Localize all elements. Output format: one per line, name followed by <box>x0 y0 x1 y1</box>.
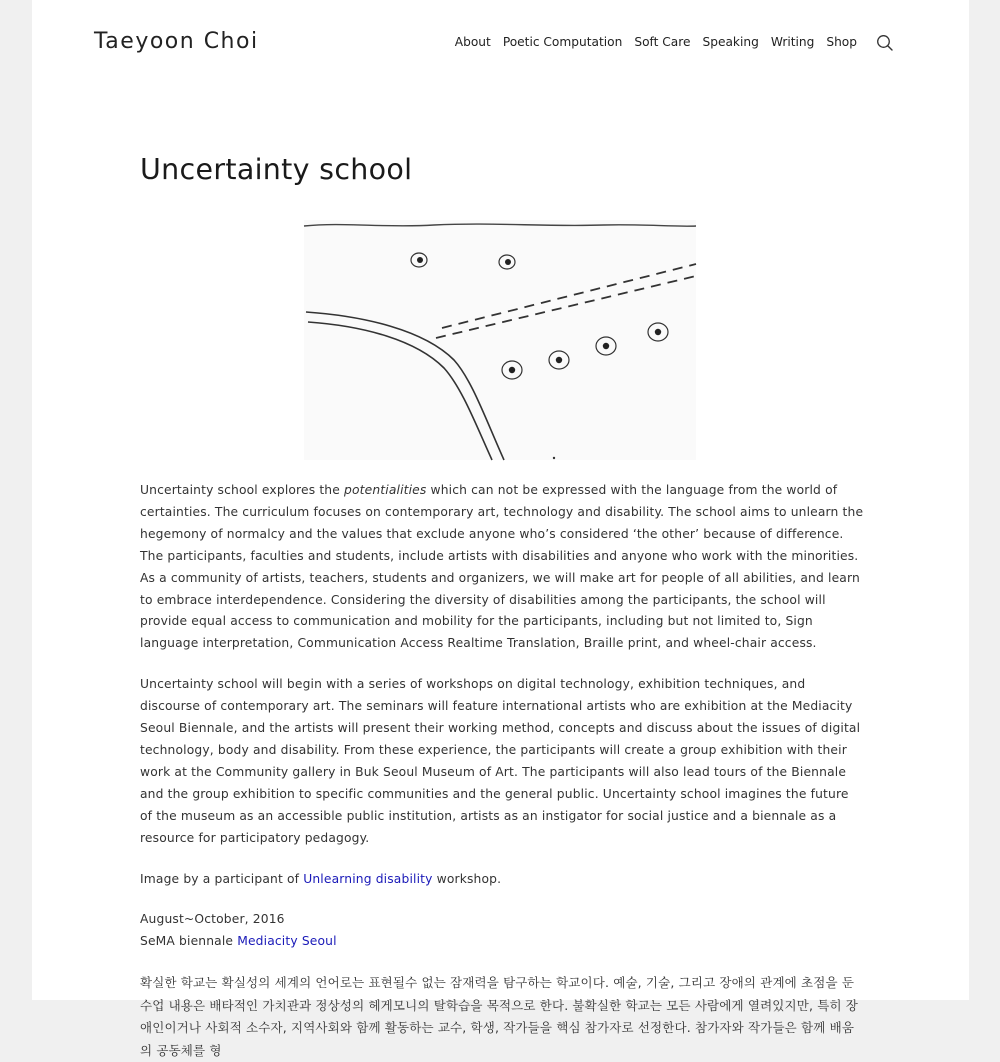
page-title: Uncertainty school <box>140 153 413 186</box>
image-credit-suffix: workshop. <box>432 871 502 886</box>
search-icon <box>875 33 895 53</box>
paragraph-korean: 확실한 학교는 확실성의 세계의 언어로는 표현될수 없는 잠재력을 탐구하는 학교이다. 예술, 기술, 그리고 장애의 관계에 초점을 둔 수업 내용은 배타적인 가치관과 정상성의 헤게모니의 탈학습을 목적으로 한다. 불확실한 학교는 모든 사람에게 열려있지만, 특히 장애인이거나 사회적 소수자, 지역사회와 함께 활동하는 교수, 학생, 작가들을 핵심 참가자로 선정한다. 참가자와 작가들은 함께 배움의 공동체를 형 <box>140 975 859 1058</box>
nav-item-writing[interactable]: Writing <box>770 35 815 49</box>
post-drawing-image <box>304 220 696 460</box>
drawing-svg <box>304 220 696 460</box>
page <box>32 0 969 1058</box>
nav-item-poetic-computation[interactable]: Poetic Computation <box>502 35 623 49</box>
nav-item-soft-care[interactable]: Soft Care <box>634 35 691 49</box>
paragraph-program: Uncertainty school will begin with a series of workshops on digital technology, exhibition techniques, and discourse of contemporary art. The seminars will feature international artists who are exhibition at the Mediacity Seoul Biennale, and the artists will present their working method, concepts and discuss about the issues of digital technology, body and disability. From these experience, the participants will create a group exhibition with their work at the Community gallery in Buk Seoul Museum of Art. The participants will also lead tours of the Biennale and the group exhibition to specific communities and the general public. Uncertainty school imagines the future of the museum as an accessible public institution, artists as an instigator for social justice and a biennale as a resource for participatory pedagogy. <box>140 677 861 845</box>
main-nav <box>455 35 857 49</box>
site-title-link[interactable]: Taeyoon Choi <box>94 29 259 54</box>
post-content <box>140 150 864 1062</box>
event-dates: August~October, 2016 <box>140 912 285 927</box>
paragraph-event-info <box>140 909 864 953</box>
mediacity-seoul-link[interactable]: Mediacity Seoul <box>237 934 337 949</box>
nav-item-shop[interactable]: Shop <box>826 35 857 49</box>
biennale-prefix: SeMA biennale <box>140 934 238 949</box>
paragraph-intro-start: Uncertainty school explores the <box>140 483 345 497</box>
nav-item-speaking[interactable]: Speaking <box>702 35 759 49</box>
paragraph-intro-rest: which can not be expressed with the language from the world of certainties. The curriculum focuses on contemporary art, technology and disability. The school aims to unlearn the hegemony of normalcy and the values that exclude anyone who’s considered ‘the other’ because of difference. The participants, faculties and students, include artists with disabilities and anyone who work with the minorities. As a community of artists, teachers, students and organizers, we will make art for people of all abilities, and learn to embrace interdependence. Considering the diversity of disabilities among the participants, the school will provide equal access to communication and mobility for the participants, including but not limited to, Sign language interpretation, Communication Access Realtime Translation, Braille print, and wheel-chair access. <box>140 483 864 651</box>
search-button[interactable] <box>875 33 895 53</box>
paragraph-intro <box>140 480 864 655</box>
nav-item-about[interactable]: About <box>454 35 491 49</box>
paragraph-image-credit <box>140 869 864 891</box>
unlearning-disability-link[interactable]: Unlearning disability <box>303 871 433 886</box>
site-header <box>32 0 969 86</box>
image-credit-prefix: Image by a participant of <box>140 871 304 886</box>
paragraph-intro-emphasis: potentialities <box>344 483 427 497</box>
